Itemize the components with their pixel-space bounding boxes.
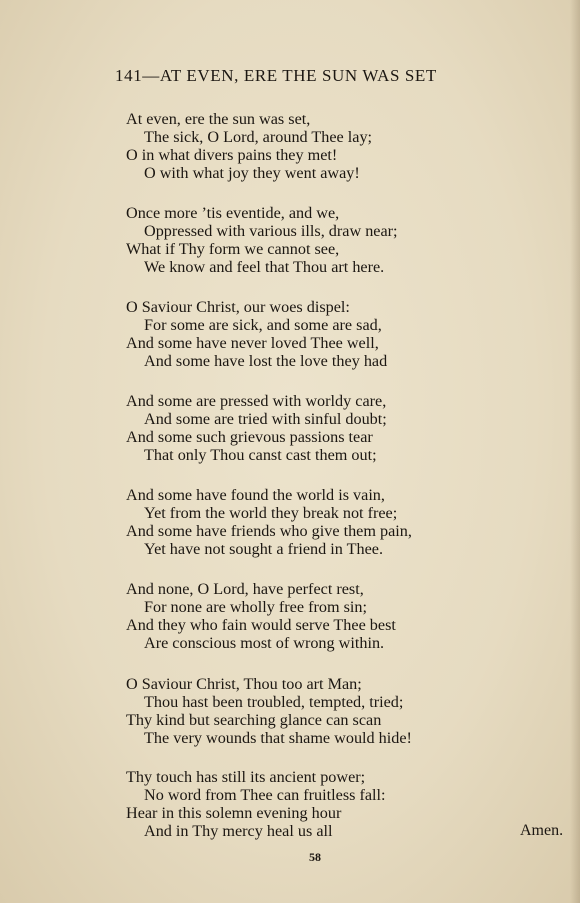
verse-line: And they who fain would serve Thee best [126, 616, 396, 634]
verse-line: O Saviour Christ, Thou too art Man; [126, 675, 362, 693]
verse-line: What if Thy form we cannot see, [126, 240, 340, 258]
page-edge [570, 0, 580, 903]
verse-line: O with what joy they went away! [144, 164, 360, 182]
verse-line: Yet from the world they break not free; [144, 504, 398, 522]
verse-line: Once more ’tis eventide, and we, [126, 204, 340, 222]
verse-line: And some have lost the love they had [144, 352, 388, 370]
verse-5 [126, 486, 412, 558]
verse-line: And in Thy mercy heal us all [144, 822, 333, 840]
verse-line: At even, ere the sun was set, [126, 110, 311, 128]
verse-4 [126, 392, 387, 464]
verse-line: No word from Thee can fruitless fall: [144, 786, 386, 804]
verse-7 [126, 675, 412, 747]
verse-3 [126, 298, 387, 370]
verse-line: Yet have not sought a friend in Thee. [144, 540, 384, 558]
verse-1 [126, 110, 372, 182]
verse-line: Thy kind but searching glance can scan [126, 711, 382, 729]
verse-line: Thy touch has still its ancient power; [126, 768, 366, 786]
verse-line: Thou hast been troubled, tempted, tried; [144, 693, 404, 711]
verse-line: And some have never loved Thee well, [126, 334, 379, 352]
verse-line: That only Thou canst cast them out; [144, 446, 377, 464]
verse-line: Oppressed with various ills, draw near; [144, 222, 398, 240]
verse-line: And some are tried with sinful doubt; [144, 410, 387, 428]
verse-line: Hear in this solemn evening hour [126, 804, 342, 822]
verse-line: For none are wholly free from sin; [144, 598, 367, 616]
verse-line: And some such grievous passions tear [126, 428, 373, 446]
verse-line: The very wounds that shame would hide! [144, 729, 412, 747]
amen-text: Amen. [520, 822, 564, 839]
verse-2 [126, 204, 398, 276]
verse-8 [126, 768, 386, 840]
verse-line: And some have friends who give them pain, [126, 522, 412, 540]
verse-line: And some are pressed with worldy care, [126, 392, 387, 410]
verse-6 [126, 580, 396, 652]
verse-line: And none, O Lord, have perfect rest, [126, 580, 364, 598]
verse-line: Are conscious most of wrong within. [144, 634, 385, 652]
verse-line: We know and feel that Thou art here. [144, 258, 385, 276]
hymn-title: 141—AT EVEN, ERE THE SUN WAS SET [115, 66, 437, 85]
verse-line: The sick, O Lord, around Thee lay; [144, 128, 373, 146]
verse-line: And some have found the world is vain, [126, 486, 385, 504]
verse-line: O in what divers pains they met! [126, 146, 338, 164]
verse-line: O Saviour Christ, our woes dispel: [126, 298, 350, 316]
verse-line: For some are sick, and some are sad, [144, 316, 382, 334]
page-number: 58 [309, 850, 321, 864]
